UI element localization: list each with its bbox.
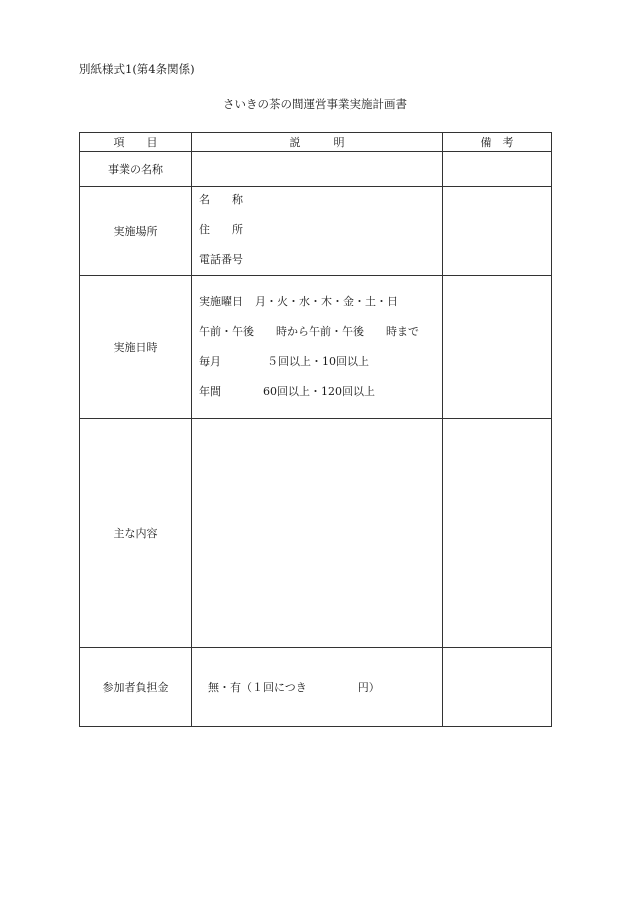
time-from-text: 時から午前・午後 <box>276 325 364 338</box>
place-name-label: 名 称 <box>199 193 243 206</box>
datetime-remarks[interactable] <box>443 276 552 419</box>
fee-options: 無・有（１回につき <box>208 681 307 694</box>
header-row <box>80 133 552 152</box>
main-content-field[interactable] <box>192 419 443 648</box>
place-field[interactable] <box>192 187 443 276</box>
row-participant-fee <box>80 648 552 727</box>
weekday-options: 月・火・水・木・金・土・日 <box>255 295 398 308</box>
document-title: さいきの茶の間運営事業実施計画書 <box>223 97 407 111</box>
header-remarks: 備 考 <box>443 133 552 152</box>
header-description: 説 明 <box>192 133 443 152</box>
participant-fee-field[interactable] <box>192 648 443 727</box>
time-until-text: 時まで <box>386 325 419 338</box>
participant-fee-label: 参加者負担金 <box>80 648 192 727</box>
row-project-name <box>80 152 552 187</box>
row-main-content <box>80 419 552 648</box>
datetime-label: 実施日時 <box>80 276 192 419</box>
row-place <box>80 187 552 276</box>
yearly-options: 60回以上・120回以上 <box>263 385 375 398</box>
main-content-remarks[interactable] <box>443 419 552 648</box>
header-item: 項 目 <box>80 133 192 152</box>
place-remarks[interactable] <box>443 187 552 276</box>
plan-table <box>79 132 552 727</box>
time-start-options: 午前・午後 <box>199 325 254 338</box>
place-phone-label: 電話番号 <box>199 253 243 266</box>
place-address-label: 住 所 <box>199 223 243 236</box>
participant-fee-remarks[interactable] <box>443 648 552 727</box>
monthly-label: 毎月 <box>199 355 221 368</box>
form-reference: 別紙様式1(第4条関係) <box>79 62 195 76</box>
yearly-label: 年間 <box>199 385 221 398</box>
monthly-options: ５回以上・10回以上 <box>267 355 369 368</box>
project-name-label: 事業の名称 <box>80 152 192 187</box>
project-name-remarks[interactable] <box>443 152 552 187</box>
datetime-field[interactable] <box>192 276 443 419</box>
main-content-label: 主な内容 <box>80 419 192 648</box>
weekday-label: 実施曜日 <box>199 295 243 308</box>
fee-unit: 円） <box>357 681 380 694</box>
row-datetime <box>80 276 552 419</box>
project-name-field[interactable] <box>192 152 443 187</box>
place-label: 実施場所 <box>80 187 192 276</box>
